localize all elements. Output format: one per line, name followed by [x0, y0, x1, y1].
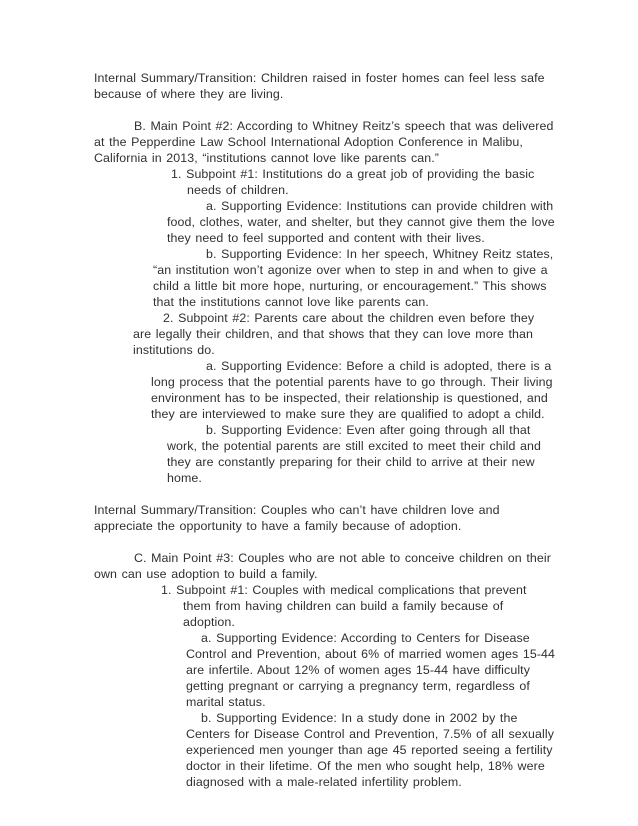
paragraph-subpoint-b2: 2. Subpoint #2: Parents care about the children even before they are legally their children, and that shows that they can love more than institutions do.	[133, 311, 535, 357]
paragraph-main-point-c: C. Main Point #3: Couples who are not able to conceive children on their own can use adoption to build a family.	[94, 551, 551, 581]
paragraph-evidence-c1a: a. Supporting Evidence: According to Centers for Disease Control and Prevention, about 6% of married women ages 15-44 are infertile. About 12% of women ages 15-44 have difficulty getting pregnant or carrying a pregnancy term, regardless of marital status.	[186, 631, 556, 709]
paragraph-evidence-b2b: b. Supporting Evidence: Even after going through all that work, the potential parents are still excited to meet their child and they are constantly preparing for their child to arrive at their new home.	[167, 423, 541, 485]
paragraph-evidence-b2a: a. Supporting Evidence: Before a child is adopted, there is a long process that the potential parents have to go through. Their living environment has to be inspected, their relationship is questioned, and they are interviewed to make sure they are qualified to adopt a child.	[151, 359, 553, 421]
paragraph-subpoint-c1: 1. Subpoint #1: Couples with medical complications that prevent them from having children can build a family because of adoption.	[161, 583, 527, 629]
paragraph-evidence-c1b: b. Supporting Evidence: In a study done in 2002 by the Centers for Disease Control and Prevention, 7.5% of all sexually experienced men younger than age 45 reported seeing a fertility doctor in their lifetime. Of the men who sought help, 18% were diagnosed with a male-related infertility problem.	[186, 711, 555, 789]
paragraph-evidence-b1a: a. Supporting Evidence: Institutions can provide children with food, clothes, water, and shelter, but they cannot give them the love they need to feel supported and content with their lives.	[167, 199, 555, 245]
paragraph-internal-summary-transition-2: Internal Summary/Transition: Couples who can’t have children love and appreciate the opportunity to have a family because of adoption.	[94, 503, 500, 533]
outline-text-block	[94, 70, 556, 790]
paragraph-subpoint-b1: 1. Subpoint #1: Institutions do a great job of providing the basic needs of children.	[171, 167, 535, 197]
paragraph-evidence-b1b: b. Supporting Evidence: In her speech, Whitney Reitz states, “an institution won’t agonize over when to step in and when to give a child a little bit more hope, nurturing, or encouragement.” This shows that the institutions cannot love like parents can.	[153, 247, 554, 309]
paragraph-internal-summary-transition-1: Internal Summary/Transition: Children raised in foster homes can feel less safe because of where they are living.	[94, 71, 545, 101]
paragraph-main-point-b: B. Main Point #2: According to Whitney Reitz’s speech that was delivered at the Pepperdine Law School International Adoption Conference in Malibu, California in 2013, “institutions cannot love like parents can.”	[94, 119, 554, 165]
